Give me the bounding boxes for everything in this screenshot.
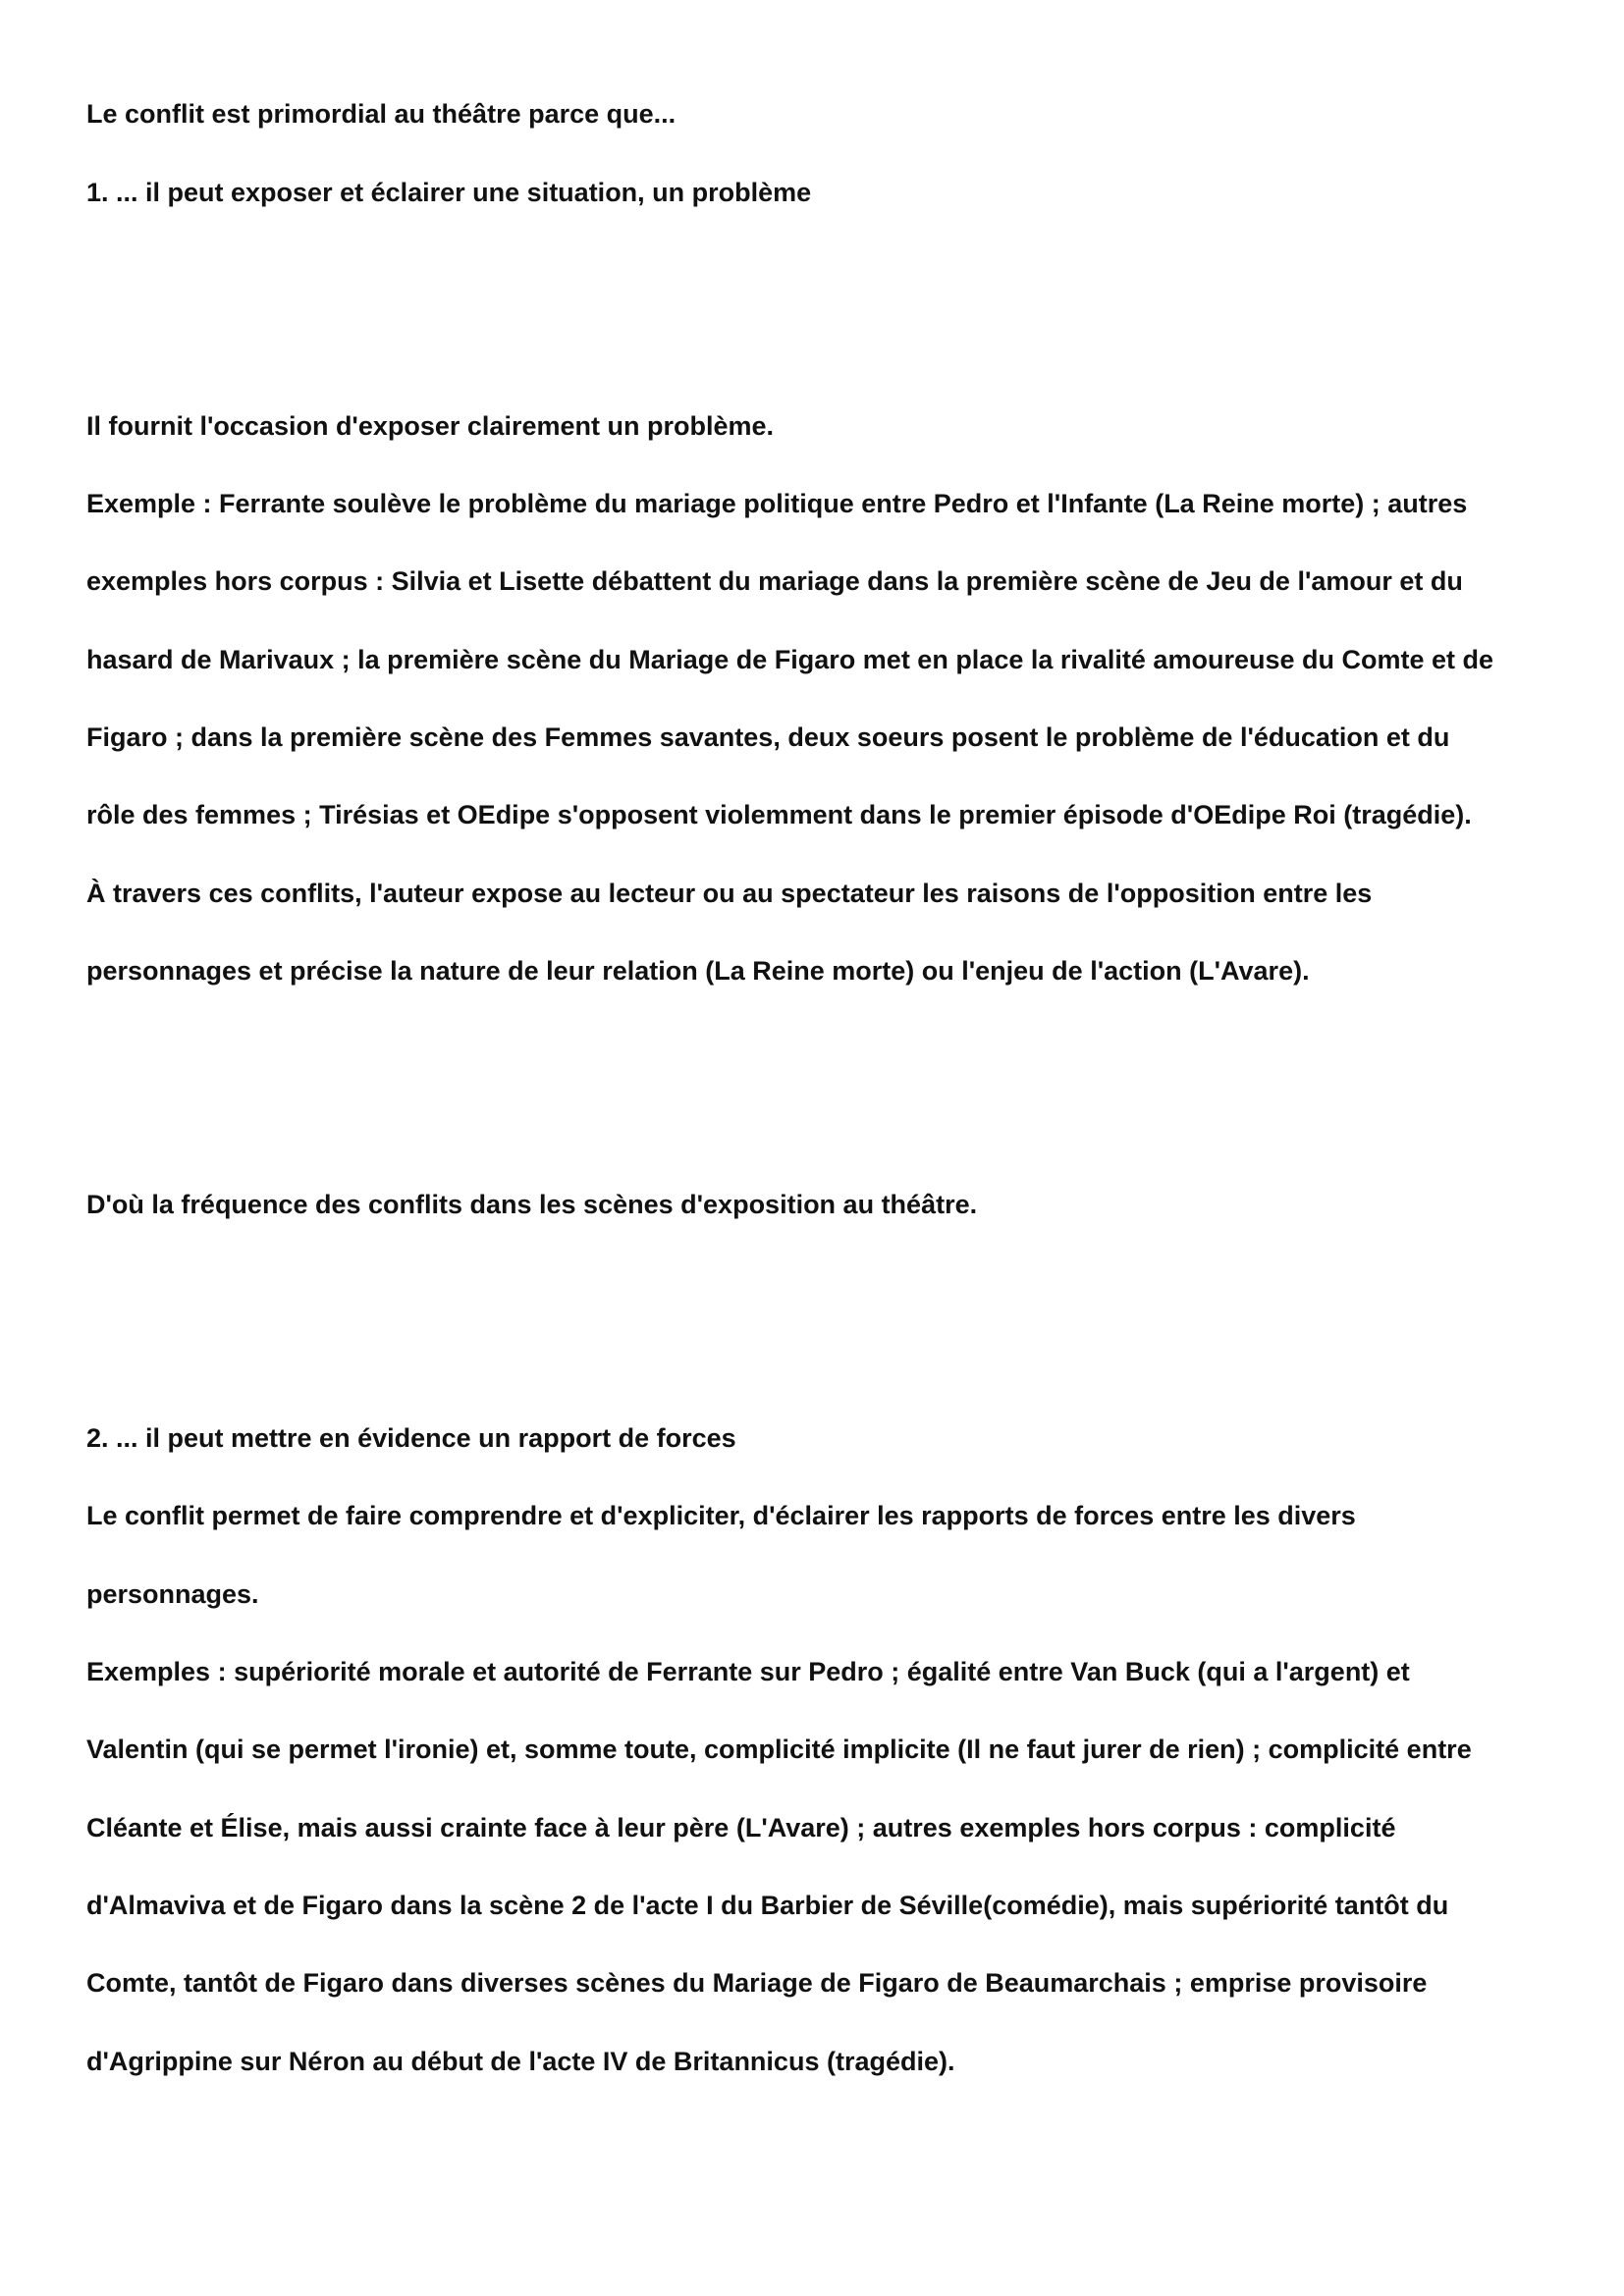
- example-line: d'Almaviva et de Figaro dans la scène 2 de l'acte I du Barbier de Séville(comédie), mais supériorité tantôt du: [86, 1891, 1449, 1920]
- paragraph-line: Exemple : Ferrante soulève le problème du mariage politique entre Pedro et l'Infante (La Reine morte) ; autres: [86, 489, 1468, 518]
- paragraph-line: personnages et précise la nature de leur relation (La Reine morte) ou l'enjeu de l'action (L'Avare).: [86, 956, 1310, 986]
- paragraph-line: exemples hors corpus : Silvia et Lisette débattent du mariage dans la première scène de Jeu de l'amour et du: [86, 566, 1463, 596]
- paragraph-line: Figaro ; dans la première scène des Femmes savantes, deux soeurs posent le problème de l'éducation et du: [86, 722, 1450, 752]
- example-line: Cléante et Élise, mais aussi crainte face à leur père (L'Avare) ; autres exemples hors corpus : complicité: [86, 1813, 1396, 1842]
- section-2-heading: 2. ... il peut mettre en évidence un rapport de forces: [86, 1423, 736, 1453]
- intro-line: Le conflit est primordial au théâtre parce que...: [86, 99, 677, 129]
- example-line: d'Agrippine sur Néron au début de l'acte IV de Britannicus (tragédie).: [86, 2047, 955, 2076]
- section-1-conclusion: D'où la fréquence des conflits dans les scènes d'exposition au théâtre.: [86, 1190, 978, 1219]
- paragraph-line: À travers ces conflits, l'auteur expose au lecteur ou au spectateur les raisons de l'opposition entre les: [86, 879, 1373, 908]
- paragraph-line: Le conflit permet de faire comprendre et d'expliciter, d'éclairer les rapports de forces entre les divers: [86, 1501, 1356, 1530]
- paragraph-line: rôle des femmes ; Tirésias et OEdipe s'opposent violemment dans le premier épisode d'OEdipe Roi (tragédie).: [86, 800, 1472, 829]
- section-1-lead: Il fournit l'occasion d'exposer clairement un problème.: [86, 411, 774, 441]
- paragraph-line: personnages.: [86, 1579, 259, 1609]
- example-line: Comte, tantôt de Figaro dans diverses scènes du Mariage de Figaro de Beaumarchais ; emprise provisoire: [86, 1968, 1428, 1998]
- section-1-heading: 1. ... il peut exposer et éclairer une situation, un problème: [86, 178, 812, 207]
- example-line: Valentin (qui se permet l'ironie) et, somme toute, complicité implicite (Il ne faut jurer de rien) ; complicité entre: [86, 1735, 1472, 1764]
- paragraph-line: hasard de Marivaux ; la première scène du Mariage de Figaro met en place la rivalité amoureuse du Comte et de: [86, 645, 1494, 674]
- example-line: Exemples : supériorité morale et autorité de Ferrante sur Pedro ; égalité entre Van Buck (qui a l'argent) et: [86, 1657, 1410, 1686]
